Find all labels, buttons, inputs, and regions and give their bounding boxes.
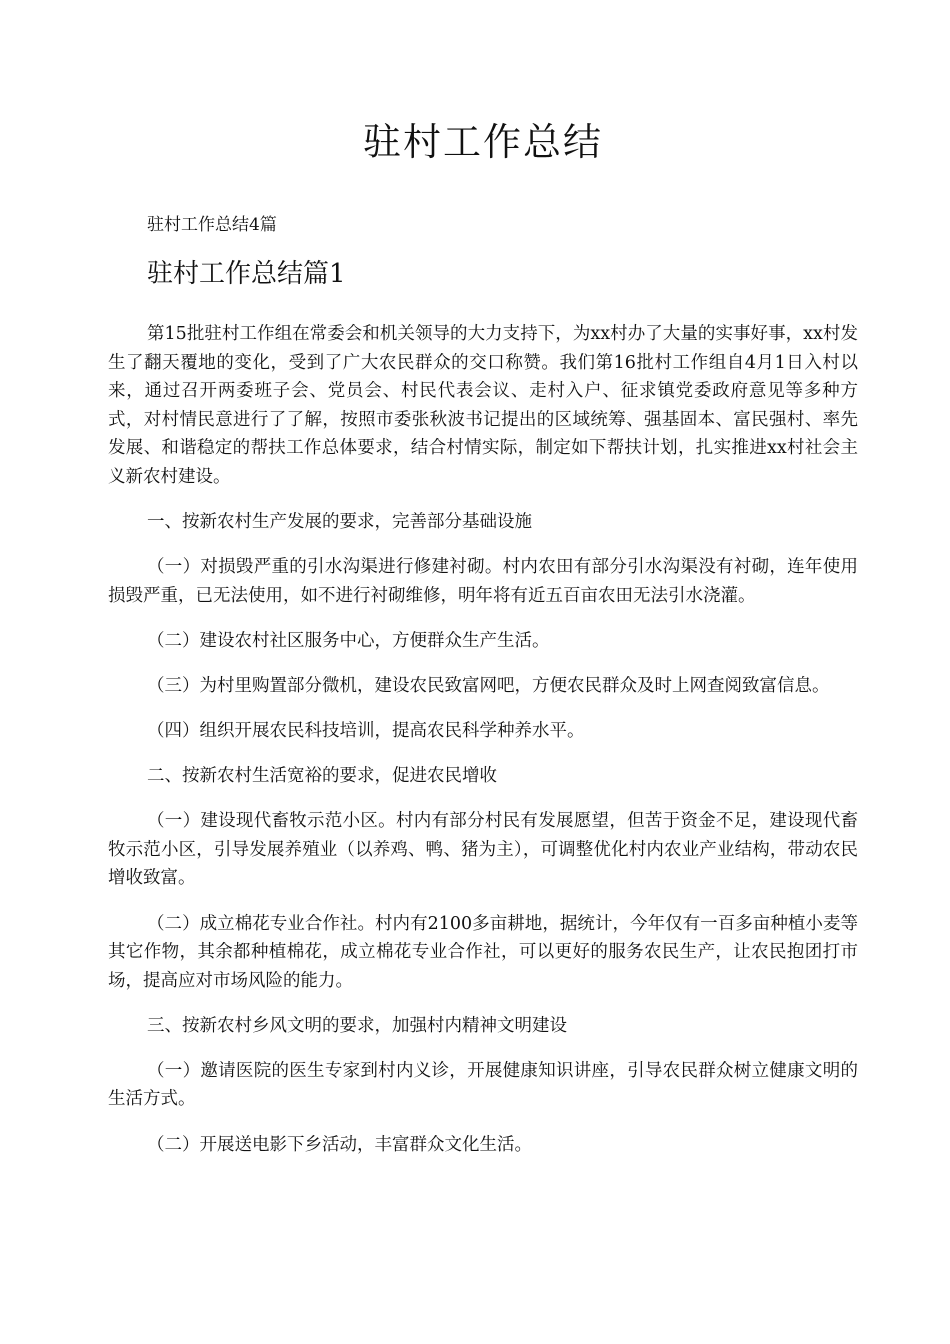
item-paragraph-2-2: （二）成立棉花专业合作社。村内有2100多亩耕地，据统计，今年仅有一百多亩种植小麦等其它作物，其余都种植棉花，成立棉花专业合作社，可以更好的服务农民生产，让农民抱团打市场，提高应对市场风险的能力。 bbox=[108, 913, 858, 991]
document-body bbox=[108, 320, 858, 1176]
item-paragraph-1-2: （二）建设农村社区服务中心，方便群众生产生活。 bbox=[147, 630, 550, 651]
document-title: 驻村工作总结 bbox=[362, 120, 603, 164]
section-heading: 驻村工作总结篇1 bbox=[147, 259, 346, 289]
document-subtitle: 驻村工作总结4篇 bbox=[147, 215, 277, 235]
heading-paragraph-2: 二、按新农村生活宽裕的要求，促进农民增收 bbox=[147, 766, 497, 787]
item-paragraph-1-3: （三）为村里购置部分微机，建设农民致富网吧，方便农民群众及时上网查阅致富信息。 bbox=[147, 675, 830, 696]
heading-paragraph-1: 一、按新农村生产发展的要求，完善部分基础设施 bbox=[147, 512, 532, 533]
item-paragraph-3-2: （二）开展送电影下乡活动，丰富群众文化生活。 bbox=[147, 1134, 532, 1155]
item-paragraph-1-4: （四）组织开展农民科技培训，提高农民科学种养水平。 bbox=[147, 721, 585, 742]
item-paragraph-3-1: （一）邀请医院的医生专家到村内义诊，开展健康知识讲座，引导农民群众树立健康文明的生活方式。 bbox=[108, 1060, 858, 1110]
intro-paragraph: 第15批驻村工作组在常委会和机关领导的大力支持下，为xx村办了大量的实事好事，xx村发生了翻天覆地的变化，受到了广大农民群众的交口称赞。我们第16批村工作组自4月1日入村以来，通过召开两委班子会、党员会、村民代表会议、走村入户、征求镇党委政府意见等多种方式，对村情民意进行了了解，按照市委张秋波书记提出的区域统筹、强基固本、富民强村、率先发展、和谐稳定的帮扶工作总体要求，结合村情实际，制定如下帮扶计划，扎实推进xx村社会主义新农村建设。 bbox=[108, 324, 858, 487]
heading-paragraph-3: 三、按新农村乡风文明的要求，加强村内精神文明建设 bbox=[147, 1015, 567, 1036]
item-paragraph-2-1: （一）建设现代畜牧示范小区。村内有部分村民有发展愿望，但苦于资金不足，建设现代畜牧示范小区，引导发展养殖业（以养鸡、鸭、猪为主），可调整优化村内农业产业结构，带动农民增收致富。 bbox=[108, 811, 858, 889]
item-paragraph-1-1: （一）对损毁严重的引水沟渠进行修建衬砌。村内农田有部分引水沟渠没有衬砌，连年使用损毁严重，已无法使用，如不进行衬砌维修，明年将有近五百亩农田无法引水浇灌。 bbox=[108, 557, 858, 606]
